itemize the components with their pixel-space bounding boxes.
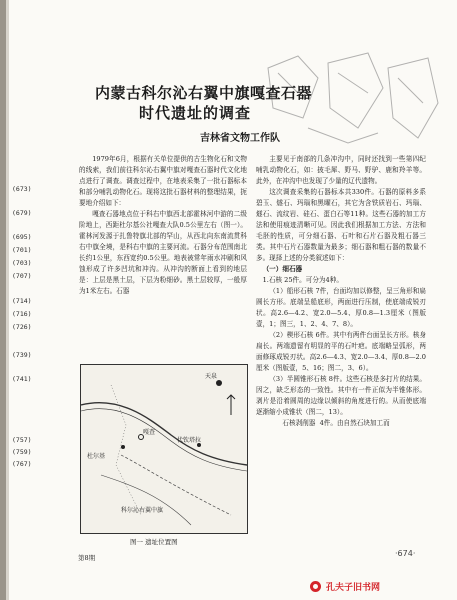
margin-note: (714) bbox=[12, 297, 32, 305]
map-label-region: 科尔沁右翼中旗 bbox=[121, 507, 164, 514]
margin-note: (716) bbox=[12, 310, 32, 318]
paragraph: （1）船形石核 7件，台面均加以修整，呈三角形和扁圆长方形。底端呈船底形，两面进行压制，使底端成锐刃状。高2.6—4.2、宽2.0—5.4、厚0.8—1.3厘米（图版壹，1；图三，1、2、4、7、8）。 bbox=[256, 287, 426, 328]
binding-edge-inner bbox=[6, 0, 9, 600]
text-column-right bbox=[256, 154, 426, 429]
issue-number: 第8期 bbox=[78, 554, 96, 562]
subsection-heading: 1.石核 25件。可分为4种。 bbox=[262, 276, 343, 284]
map-label-site: 嘎查 bbox=[143, 429, 156, 436]
article-author: 吉林省文物工作队 bbox=[200, 133, 280, 144]
margin-note: (679) bbox=[12, 209, 32, 217]
margin-note: (695) bbox=[12, 233, 32, 241]
text-column-left bbox=[79, 154, 247, 297]
paragraph: 1979年6月，根据有关单位提供的古生物化石和文物的线索，我们前往科尔沁右翼中旗对嘎查石器时代文化地点进行了调查。调查过程中，在地表采集了一批石器标本和部分哺乳动物化石。现将这批石器材料的整理结果，扼要地介绍如下： bbox=[79, 155, 247, 207]
logo-icon bbox=[310, 581, 321, 592]
page-number: ·674· bbox=[395, 549, 416, 558]
paragraph: （2）楔形石核 6件。其中有两件台面呈长方形。核身扁长。两端遗留有明显的平的石叶疤。底端略呈弧形，两面修琢成锐刃状。高2.6—4.3、宽2.0—3.4、厚0.8—2.0厘米（图版壹，5、16；图二，3、6）。 bbox=[256, 331, 426, 372]
title-block bbox=[95, 84, 313, 123]
article-title-line2: 时代遗址的调查 bbox=[138, 104, 251, 122]
paragraph: 主要见于南部的几条冲沟中，同时还找到一些第四纪哺乳动物化石，如：披毛犀、野马、野驴、鹿和羚羊等。此外，在冲沟中也发现了少量的辽代遗物。 bbox=[256, 155, 426, 185]
margin-note: (759) bbox=[12, 448, 32, 456]
paragraph-fragment: 4件。由自然石块加工而 bbox=[319, 419, 390, 427]
map-label-village: 杜尔基 bbox=[87, 453, 106, 460]
margin-note: (741) bbox=[12, 375, 32, 383]
map-label-city: 天泉 bbox=[205, 373, 218, 380]
site-location-map bbox=[80, 364, 248, 534]
map-drawing bbox=[81, 365, 247, 533]
paragraph: 嘎查石器地点位于科右中旗西北部霍林河中游的二级阶地上，西距杜尔基公社嘎查大队0.5公里左右（图一）。霍林河发源于扎鲁特旗北部的罕山，从西北向东南流贯科右中旗全境，是科右中旗的主要河流。石器分布范围南北长约1公里，东西宽约0.5公里。地表被常年雨水冲刷和风蚀形成了许多凹坑和冲沟。从冲沟的断面上看到的地层是：上层是黑土层，下层为粉细砂。黑土层较厚，一般厚为1米左右。石器 bbox=[79, 210, 247, 295]
margin-note: (701) bbox=[12, 246, 32, 254]
map-label-village: 代钦塔拉 bbox=[177, 437, 202, 444]
section-heading: （一）细石器 bbox=[262, 265, 303, 273]
margin-note: (767) bbox=[12, 460, 32, 468]
paragraph: （3）半圆锥形石核 8件。这些石核是多打片的结果。因之，缺乏形态的一致性。其中有一件正似为半锥体形。剥片是沿着圆周的边缘以倾斜的角度进行的。从而使底端逐渐缩小成锥状（图二，13）。 bbox=[256, 375, 426, 416]
figure-caption: 图一 遗址位置图 bbox=[130, 538, 178, 546]
margin-note: (707) bbox=[12, 272, 32, 280]
margin-note: (726) bbox=[12, 323, 32, 331]
margin-note: (739) bbox=[12, 351, 32, 359]
watermark-text: 孔夫子旧书网 bbox=[326, 583, 381, 593]
margin-note: (757) bbox=[12, 436, 32, 444]
margin-note: (673) bbox=[12, 185, 32, 193]
article-title-line1: 内蒙古科尔沁右翼中旗嘎查石器 bbox=[95, 84, 313, 102]
margin-note: (703) bbox=[12, 259, 32, 267]
subsection-heading: 石核剥削器 bbox=[282, 419, 316, 427]
paragraph: 这次调查采集的石器标本共330件。石器的原料多系碧玉、燧石、玛瑙和黑曜石，其它为含铁质岩石、玛瑙、燧石、流纹岩、硅石、蛋白石等11种。这些石器的加工方法和使用痕迹清晰可见。因此我们根据加工方法、方法和毛胚的性质，可分细石器、石叶和石片石器及粗石器三类。其中石片石器数量为最多；细石器和粗石器的数量不多。现择上述的分类叙述如下： bbox=[256, 188, 426, 262]
watermark-stamp bbox=[310, 580, 380, 593]
